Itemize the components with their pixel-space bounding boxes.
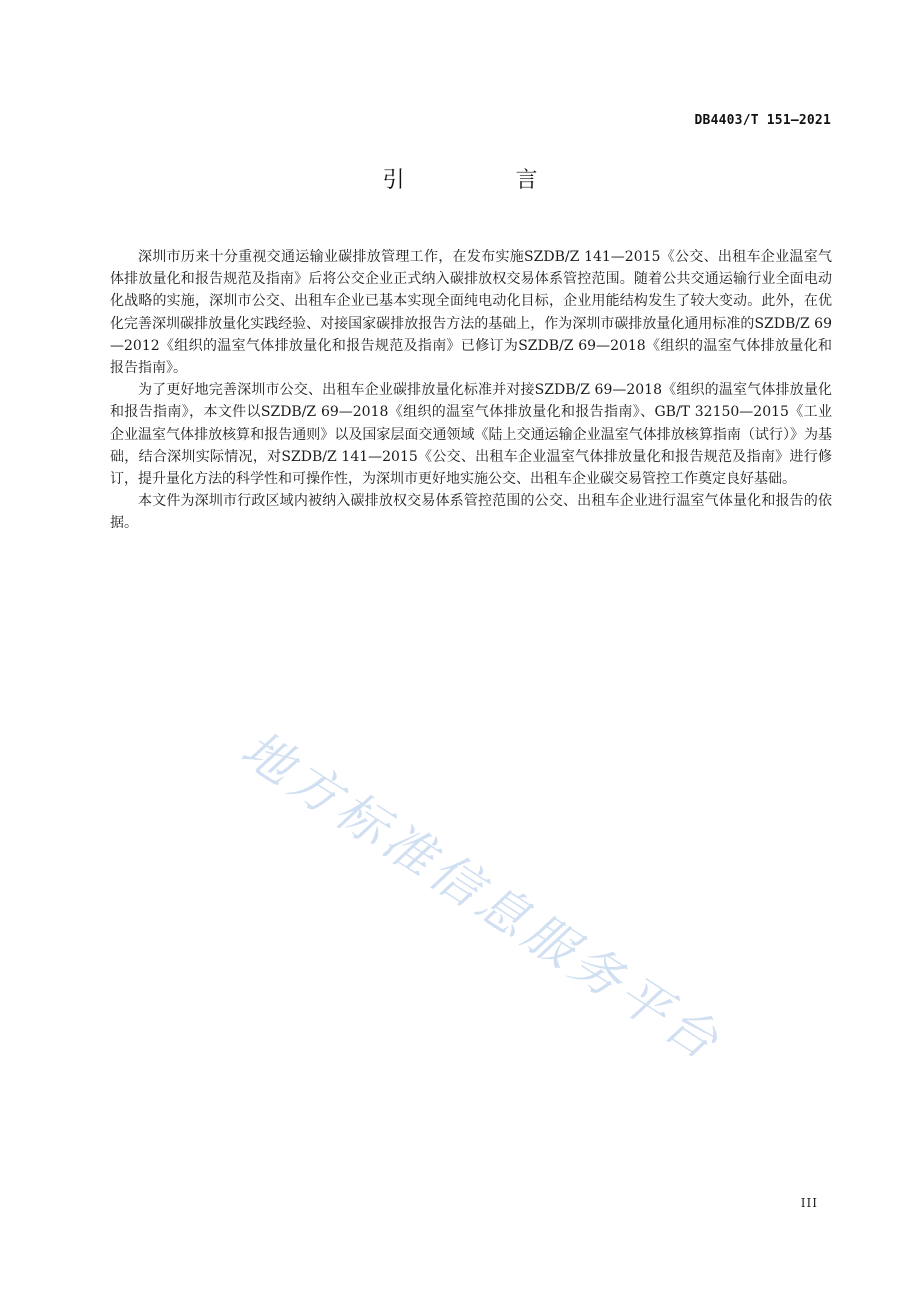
document-body [110,246,832,535]
page-number: III [800,1196,818,1210]
paragraph: 深圳市历来十分重视交通运输业碳排放管理工作，在发布实施SZDB/Z 141—2015《公交、出租车企业温室气体排放量化和报告规范及指南》后将公交企业正式纳入碳排放权交易体系管控范围。随着公共交通运输行业全面电动化战略的实施，深圳市公交、出租车企业已基本实现全面纯电动化目标，企业用能结构发生了较大变动。此外，在优化完善深圳碳排放量化实践经验、对接国家碳排放报告方法的基础上，作为深圳市碳排放量化通用标准的SZDB/Z 69—2012《组织的温室气体排放量化和报告规范及指南》已修订为SZDB/Z 69—2018《组织的温室气体排放量化和报告指南》。 [110,249,832,377]
watermark: 地方标准信息服务平台 [231,719,733,1074]
page-title: 引 言 [382,168,590,193]
paragraph: 本文件为深圳市行政区域内被纳入碳排放权交易体系管控范围的公交、出租车企业进行温室气体量化和报告的依据。 [110,493,832,532]
document-code: DB4403/T 151—2021 [694,113,831,128]
paragraph: 为了更好地完善深圳市公交、出租车企业碳排放量化标准并对接SZDB/Z 69—2018《组织的温室气体排放量化和报告指南》，本文件以SZDB/Z 69—2018《组织的温室气体排放量化和报告指南》、GB/T 32150—2015《工业企业温室气体排放核算和报告通则》以及国家层面交通领域《陆上交通运输企业温室气体排放核算指南（试行）》为基础，结合深圳实际情况，对SZDB/Z 141—2015《公交、出租车企业温室气体排放量化和报告规范及指南》进行修订，提升量化方法的科学性和可操作性，为深圳市更好地实施公交、出租车企业碳交易管控工作奠定良好基础。 [110,382,832,488]
